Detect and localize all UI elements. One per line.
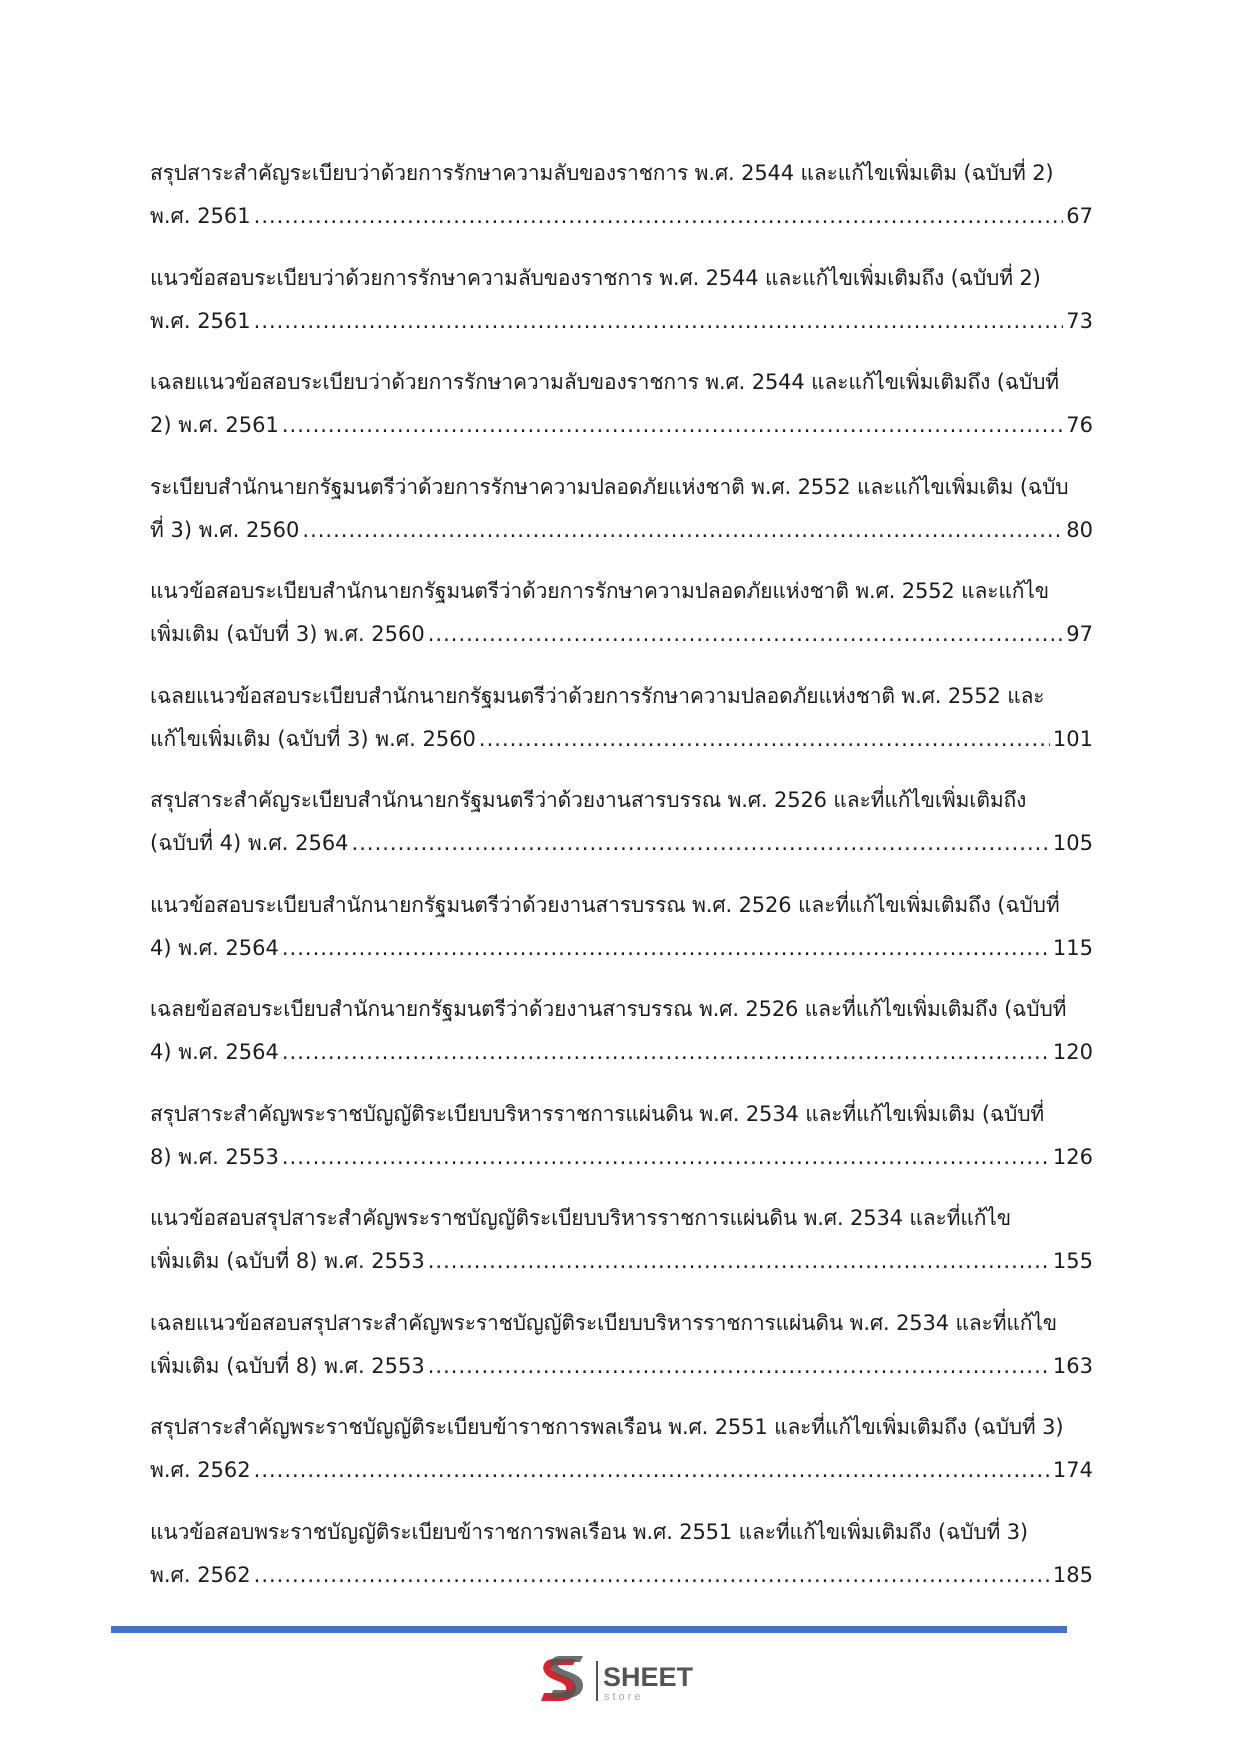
dot-leader: [282, 1031, 1050, 1074]
footer-divider: [111, 1626, 1067, 1633]
toc-entry[interactable]: [150, 152, 1093, 257]
toc-entry-title: สรุปสาระสำคัญระเบียบสำนักนายกรัฐมนตรีว่าด้วยงานสารบรรณ พ.ศ. 2526 และที่แก้ไขเพิ่มเติมถึง: [150, 788, 1027, 812]
dot-leader: [302, 509, 1063, 552]
dot-leader: [254, 195, 1064, 238]
toc-entry[interactable]: [150, 570, 1093, 675]
toc-entry-title-cont: แก้ไขเพิ่มเติม (ฉบับที่ 3) พ.ศ. 2560: [150, 726, 476, 751]
toc-entry[interactable]: [150, 1093, 1093, 1198]
toc-entry[interactable]: [150, 779, 1093, 884]
dot-leader: [428, 1240, 1050, 1283]
sheet-store-logo: [540, 1653, 710, 1707]
toc-entry-title: แนวข้อสอบระเบียบสำนักนายกรัฐมนตรีว่าด้วยการรักษาความปลอดภัยแห่งชาติ พ.ศ. 2552 และแก้ไข: [150, 579, 1049, 603]
toc-entry[interactable]: [150, 257, 1093, 362]
toc-entry-title-cont: พ.ศ. 2562: [150, 1458, 251, 1482]
logo-wordmark: SHEET: [603, 1662, 694, 1692]
toc-entry[interactable]: [150, 1302, 1093, 1407]
toc-entry-title-cont: เพิ่มเติม (ฉบับที่ 3) พ.ศ. 2560: [150, 622, 425, 646]
toc-entry[interactable]: [150, 1197, 1093, 1302]
dot-leader: [352, 822, 1050, 865]
toc-entry[interactable]: [150, 466, 1093, 571]
toc-entry-title: สรุปสาระสำคัญพระราชบัญญัติระเบียบบริหารราชการแผ่นดิน พ.ศ. 2534 และที่แก้ไขเพิ่มเติม (ฉบับที่: [150, 1101, 1045, 1126]
dot-leader: [428, 1345, 1050, 1388]
toc-entry-title-cont: 8) พ.ศ. 2553: [150, 1144, 279, 1169]
dot-leader: [428, 613, 1064, 656]
toc-page-number: 97: [1066, 622, 1093, 646]
toc-entry-title-cont: พ.ศ. 2561: [150, 204, 251, 228]
toc-page-number: 115: [1052, 935, 1093, 960]
toc-entry-title-cont: ที่ 3) พ.ศ. 2560: [150, 517, 300, 542]
toc-entry-title-cont: 2) พ.ศ. 2561: [150, 413, 279, 437]
toc-entry[interactable]: [150, 361, 1093, 466]
toc-entry-title: เฉลยแนวข้อสอบสรุปสาระสำคัญพระราชบัญญัติระเบียบบริหารราชการแผ่นดิน พ.ศ. 2534 และที่แก้ไข: [150, 1310, 1057, 1335]
toc-entry-title: เฉลยข้อสอบระเบียบสำนักนายกรัฐมนตรีว่าด้วยงานสารบรรณ พ.ศ. 2526 และที่แก้ไขเพิ่มเติมถึง (ฉบับที่: [150, 997, 1067, 1021]
toc-page-number: 76: [1066, 413, 1093, 437]
toc-entry-title: ระเบียบสำนักนายกรัฐมนตรีว่าด้วยการรักษาความปลอดภัยแห่งชาติ พ.ศ. 2552 และแก้ไขเพิ่มเติม (ฉบับ: [150, 474, 1069, 499]
toc-entry-title-cont: 4) พ.ศ. 2564: [150, 935, 279, 960]
toc-entry[interactable]: [150, 1511, 1093, 1616]
toc-entry[interactable]: [150, 988, 1093, 1093]
toc-entry[interactable]: [150, 884, 1093, 989]
toc-page-number: 163: [1052, 1353, 1093, 1378]
dot-leader: [282, 1136, 1050, 1179]
toc-entry-title-cont: พ.ศ. 2561: [150, 308, 251, 333]
toc-page-number: 120: [1052, 1040, 1093, 1064]
toc-page-number: 126: [1052, 1144, 1093, 1169]
toc-entry[interactable]: [150, 1406, 1093, 1511]
toc-entry-title: สรุปสาระสำคัญระเบียบว่าด้วยการรักษาความลับของราชการ พ.ศ. 2544 และแก้ไขเพิ่มเติม (ฉบับที่ 2): [150, 161, 1054, 185]
logo-subtext: store: [604, 1691, 644, 1703]
toc-entry-title: เฉลยแนวข้อสอบระเบียบสำนักนายกรัฐมนตรีว่าด้วยการรักษาความปลอดภัยแห่งชาติ พ.ศ. 2552 และ: [150, 683, 1045, 708]
toc-entry-title-cont: 4) พ.ศ. 2564: [150, 1040, 279, 1064]
toc-entry-title: เฉลยแนวข้อสอบระเบียบว่าด้วยการรักษาความลับของราชการ พ.ศ. 2544 และแก้ไขเพิ่มเติมถึง (ฉบับที่: [150, 370, 1059, 394]
toc-entry-title: แนวข้อสอบพระราชบัญญัติระเบียบข้าราชการพลเรือน พ.ศ. 2551 และที่แก้ไขเพิ่มเติมถึง (ฉบับที่ 3): [150, 1519, 1028, 1544]
dot-leader: [479, 718, 1050, 761]
toc-entry-title: สรุปสาระสำคัญพระราชบัญญัติระเบียบข้าราชการพลเรือน พ.ศ. 2551 และที่แก้ไขเพิ่มเติมถึง (ฉบับที่ 3): [150, 1415, 1064, 1439]
toc-entry-title-cont: เพิ่มเติม (ฉบับที่ 8) พ.ศ. 2553: [150, 1249, 425, 1273]
toc-entry-title: แนวข้อสอบระเบียบสำนักนายกรัฐมนตรีว่าด้วยงานสารบรรณ พ.ศ. 2526 และที่แก้ไขเพิ่มเติมถึง (ฉบับที่: [150, 892, 1060, 917]
dot-leader: [282, 404, 1063, 447]
sheet-store-s-mark-icon: [541, 1656, 583, 1701]
dot-leader: [282, 927, 1050, 970]
toc-page-number: 185: [1052, 1562, 1093, 1587]
table-of-contents: [150, 152, 1093, 1615]
toc-entry-title-cont: (ฉบับที่ 4) พ.ศ. 2564: [150, 831, 349, 855]
dot-leader: [254, 1554, 1050, 1597]
toc-entry-title: แนวข้อสอบระเบียบว่าด้วยการรักษาความลับของราชการ พ.ศ. 2544 และแก้ไขเพิ่มเติมถึง (ฉบับที่ 2): [150, 265, 1041, 290]
toc-page-number: 73: [1066, 308, 1093, 333]
toc-entry-title-cont: เพิ่มเติม (ฉบับที่ 8) พ.ศ. 2553: [150, 1353, 425, 1378]
dot-leader: [254, 300, 1064, 343]
toc-page-number: 174: [1052, 1458, 1093, 1482]
toc-entry-title: แนวข้อสอบสรุปสาระสำคัญพระราชบัญญัติระเบียบบริหารราชการแผ่นดิน พ.ศ. 2534 และที่แก้ไข: [150, 1206, 1011, 1230]
toc-entry-title-cont: พ.ศ. 2562: [150, 1562, 251, 1587]
dot-leader: [254, 1449, 1050, 1492]
toc-page-number: 155: [1052, 1249, 1093, 1273]
toc-page-number: 80: [1066, 517, 1093, 542]
toc-page-number: 101: [1052, 726, 1093, 751]
toc-entry[interactable]: [150, 675, 1093, 780]
toc-page-number: 67: [1066, 204, 1093, 228]
toc-page-number: 105: [1052, 831, 1093, 855]
